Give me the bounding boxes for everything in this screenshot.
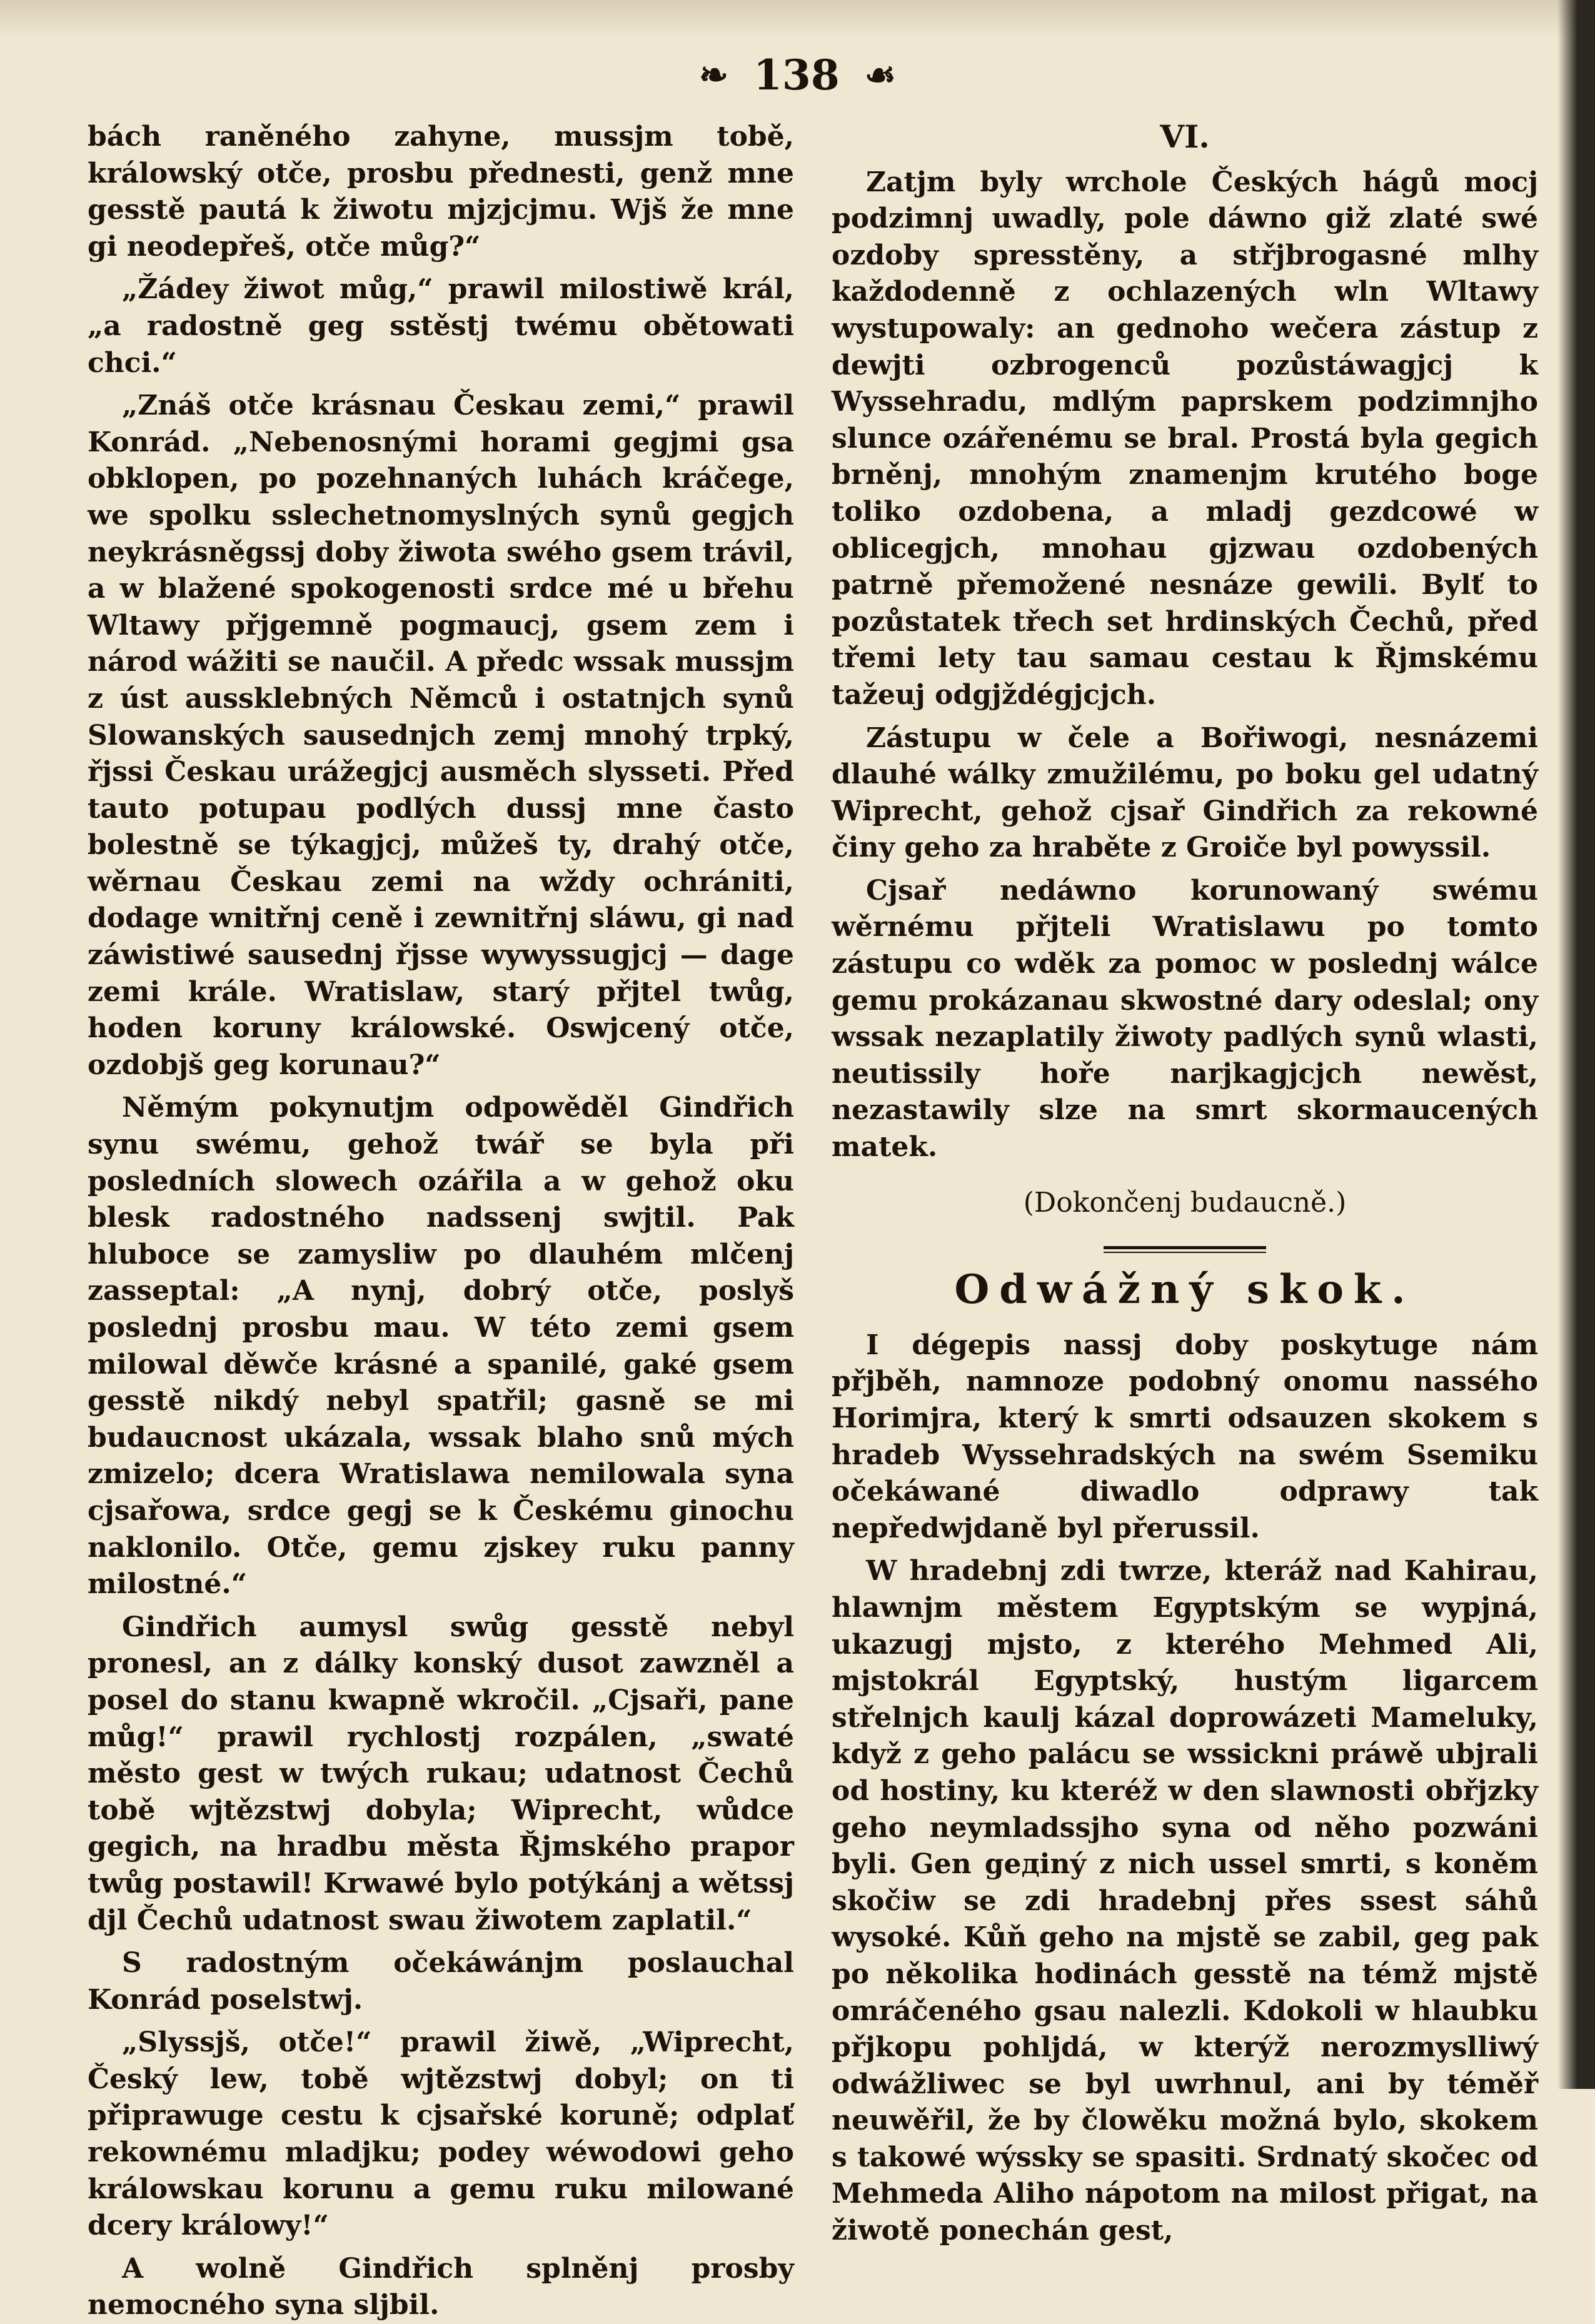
- ornament-right-icon: ☙: [864, 54, 896, 96]
- paragraph: bách raněného zahyne, mussjm tobě, králowský otče, prosbu přednesti, genž mne gesstě pautá k žiwotu mjzjcjmu. Wjš že mne gi neodepřeš, otče můg?“: [88, 121, 794, 263]
- left-column: [88, 119, 794, 2321]
- continued-note: (Dokončenj budaucně.): [1023, 1186, 1347, 1219]
- paragraph: Zástupu w čele a Bořiwogi, nesnázemi dlauhé wálky zmužilému, po boku gel udatný Wiprecht, gehož cjsař Gindřich za rekowné činy geho za hraběte z Groiče byl powyssil.: [832, 722, 1538, 864]
- scan-shadow-top: [0, 0, 1595, 38]
- paragraph: „Znáš otče krásnau Českau zemi,“ prawil Konrád. „Nebenosnými horami gegjmi gsa obklopen, po pozehnaných luhách kráčege, we spolku sslechetnomyslných synů gegjch neykrásněgssj doby žiwota swého gsem trávil, a w blažené spokogenosti srdce mé u břehu Wltawy přjgemně pogmaucj, gsem zem i národ wážiti se naučil. A předc wssak mussjm z úst aussklebných Němců i ostatnjch synů Slowanských sausednjch zemj mnohý trpký, řjssi Českau urážegjcj ausměch slysseti. Před tauto potupau podlých dussj mne často bolestně se týkagjcj, můžeš ty, drahý otče, wěrnau Českau zemi na wždy ochrániti, dodage wnitřnj ceně i zewnitřnj sláwu, gi nad záwistiwé sausednj řjsse wywyssugjcj — dage zemi krále. Wratislaw, starý přjtel twůg, hoden koruny králowské. Oswjcený otče, ozdobjš geg korunau?“: [88, 390, 794, 1081]
- section-number: VI.: [1160, 118, 1210, 155]
- paragraph: Zatjm byly wrchole Českých hágů mocj podzimnj uwadly, pole dáwno giž zlaté swé ozdoby spresstěny, a střjbrogasné mlhy každodenně z ochlazených wln Wltawy wystupowaly: an gednoho wečera zástup z dewjti ozbrogenců pozůstáwagjcj k Wyssehradu, mdlým paprskem podzimnjho slunce ozářenému se bral. Prostá byla gegich brněnj, mnohým znamenjm krutého boge tolikо ozdobena, a mladj gezdcowé w oblicegjch, mnohau gjzwau ozdobených patrně přemožené nesnáze gewili. Bylť to pozůstatek třech set hrdinských Čechů, před třemi lety tau samau cestau k Řjmskému tažeuj odgjždégjcjch.: [832, 166, 1538, 711]
- paragraph: S radostným očekáwánjm poslauchal Konrád poselstwj.: [88, 1947, 794, 2016]
- paragraph: Cjsař nedáwno korunowaný swému wěrnému přjteli Wratislawu po tomto zástupu co wděk za pomoc w poslednj wálce gemu prokázanau skwostné dary odeslal; ony wssak nezaplatily žiwoty padlých synů wlasti, neutissily hoře narjkagjcjch newěst, nezastawily slze na smrt skormaucených matek.: [832, 874, 1538, 1164]
- paragraph: W hradebnj zdi twrze, kteráž nad Kahirau, hlawnjm městem Egyptským se wypjná, ukazugj mjsto, z kterého Mehmed Ali, mjstokrál Egyptský, hustým ligarcem střelnjch kaulj kázal doprowázeti Mameluky, když z geho palácu se wssickni práwě ubjrali od hostiny, ku kteréž w den slawnosti obřjzky geho neymladssjho syna od něho pozwáni byli. Gen geдiný z nich ussel smrti, s koněm skočiw se zdi hradebnj přes ssest sáhů wysoké. Kůň geho na mjstě se zabil, geg pak po několika hodinách gesstě na témž mjstě omráčeného gsau nalezli. Kdokoli w hlaubku přjkopu pohlјdá, w kterýž nerozmyslliwý odwážliwec se byl uwrhnul, ani by téměř neuwěřil, že by člowěku možná bylo, skokem s takowé wýssky se spasiti. Srdnatý skočec od Mehmeda Aliho nápotom na milost přigat, na žiwotě ponechán gest,: [832, 1555, 1538, 2247]
- paragraph: Němým pokynutjm odpowěděl Gindřich synu swému, gehož twář se byla při posledních slowech ozářila a w gehož oku blesk radostného nadssenj swjtil. Pak hlubоce se zamysliw po dlauhém mlčenj zasseptal: „A nynj, dobrý otče, poslyš poslednj prosbu mau. W této zemi gsem milowal děwče krásné a spanilé, gaké gsem gesstě nikdý nebyl spatřil; gasně se mi budaucnost ukázala, wssak blaho snů mých zmizelo; dcera Wratislawa nemilowala syna cjsařowa, srdce gegj se k Českému ginochu naklonilo. Otče, gemu zjskey ruku panny milostné.“: [88, 1092, 794, 1601]
- ornament-left-icon: ❧: [699, 54, 728, 96]
- separator-rule: [1104, 1246, 1266, 1253]
- page-number: 138: [753, 51, 840, 99]
- paragraph: „Žádey žiwot můg,“ prawil milostiwě král, „a radostně geg sstěstj twému obětowati chci.“: [88, 273, 794, 379]
- paragraph: A wolně Gindřich splněnj prosby nemocného syna slјbil.: [88, 2252, 794, 2321]
- paragraph: Gindřich aumysl swůg gesstě nebyl pronesl, an z dálky konský dusot zawzněl a posel do stanu kwapně wkročil. „Cjsaři, pane můg!“ prawil rychlostj rozpálen, „swaté město gest w twých rukau; udatnost Čechů tobě wjtězstwj dobyla; Wiprecht, wůdce gegich, na hradbu města Řjmského prapor twůg postawil! Krwawé bylo potýkánj a wětssj djl Čechů udatnost swau žiwotem zaplatil.“: [88, 1611, 794, 1936]
- article-title: Odwážný skok.: [954, 1266, 1416, 1314]
- right-column: [832, 118, 1538, 2247]
- paragraph: I dégepis nassj doby poskytuge nám přjběh, namnoze podobný onomu nassého Horimjra, který k smrti odsauzen skokem s hradeb Wyssehradských na swém Ssemiku očekáwané diwadlo odprawy tak nepředwjdaně byl přerussil.: [832, 1329, 1538, 1544]
- page-header: [0, 44, 1595, 106]
- scan-edge-right: [1557, 0, 1595, 2089]
- paragraph: „Slyssjš, otče!“ prawil žiwě, „Wiprecht, Český lew, tobě wjtězstwj dobyl; on ti připrawuge cestu k cjsařské koruně; odplať rekownému mladjku; podey wéwodowi geho králowskau korunu a gemu ruku milowané dcery králowy!“: [88, 2026, 794, 2242]
